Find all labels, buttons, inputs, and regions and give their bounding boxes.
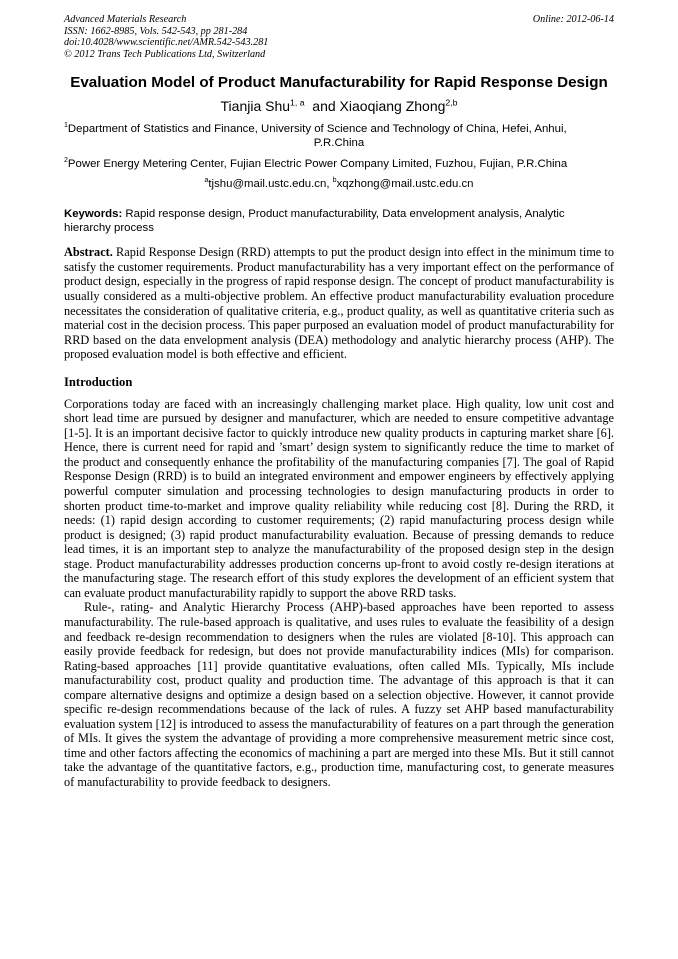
affiliation-2 bbox=[64, 157, 614, 171]
affiliation-1-text: Department of Statistics and Finance, University of Science and Technology of China, Hefei, Anhui, bbox=[67, 123, 567, 136]
journal-name: Advanced Materials Research bbox=[64, 14, 187, 25]
affiliation-2-mark: 2 bbox=[64, 157, 68, 165]
issn-line: ISSN: 1662-8985, Vols. 542-543, pp 281-284 bbox=[64, 25, 248, 37]
copyright-line: © 2012 Trans Tech Publications Ltd, Switzerland bbox=[64, 48, 266, 60]
author-conjunction: and bbox=[312, 98, 336, 115]
author-2-affil-mark: 2,b bbox=[445, 97, 458, 108]
author-1: Tianjia Shu bbox=[220, 98, 291, 115]
author-line bbox=[64, 97, 614, 115]
affiliation-1 bbox=[64, 122, 614, 150]
section-heading-introduction: Introduction bbox=[64, 374, 133, 389]
abstract bbox=[64, 245, 614, 361]
paper-title: Evaluation Model of Product Manufacturability for Rapid Response Design bbox=[70, 74, 608, 92]
author-2: Xiaoqiang Zhong bbox=[339, 98, 446, 115]
email-b[interactable]: xqzhong@mail.ustc.edu.cn bbox=[336, 178, 474, 191]
abstract-label: Abstract. bbox=[64, 245, 113, 260]
author-1-affil-mark: 1, a bbox=[290, 97, 305, 108]
online-date: Online: 2012-06-14 bbox=[532, 14, 614, 25]
intro-paragraph-2: Rule-, rating- and Analytic Hierarchy Process (AHP)-based approaches have been reported to assess manufacturability. The rule-based approach is qualitative, and uses rules to evaluate the feasibility of a design and feedback re-design recommendation to designers when the rules are violated [8-10]. This approach can easily provide feedback for redesign, but does not provide manufacturability indices (MIs) for comparison. Rating-based approaches [11] provide quantitative evaluations, often called MIs. Typically, MIs include manufacturability cost, product quality and production time. The advantage of this approach is that it can compare alternative designs and optimize a design based on a selection objective. However, it cannot provide specific re-design recommendations because of the lack of rules. A fuzzy set AHP based manufacturability evaluation system [12] is introduced to assess the manufacturability of features on a part through the generation of MIs. It gives the system the advantage of providing a more comprehensive measurement metric since cost, time and other factors affecting the economics of machining a part are merged into these MIs. But it still cannot take the advantage of the quantitative factors, e.g., production time, manufacturing cost, to generate measures of manufacturability to provide feedback to designers. bbox=[64, 600, 614, 789]
email-b-mark: b bbox=[332, 177, 337, 185]
intro-paragraph-1: Corporations today are faced with an increasingly challenging market place. High quality, low unit cost and short lead time are pursued by designer and manufacturer, which are needed to ensure competitive advantage [1-5]. It is an important decisive factor to quickly introduce new quality products in capturing market share [6]. Hence, there is current need for rapid and ’smart’ design system to significantly reduce the time to market of the product and consequently enhance the profitability of the manufacturing companies [7]. The goal of Rapid Response Design (RRD) is to build an integrated environment and empower engineers by effectively applying powerful computer simulation and processing technologies to design manufacturing products in order to shorten product time-to-market and improve quality reliability while reducing cost [8]. During the RRD, it needs: (1) rapid design according to customer requirements; (2) rapid manufacturing process design while product is designed; (3) rapid product manufacturability evaluation. Because of pressing demands to reduce lead times, it is an important step to analyze the manufacturability of the proposed design step in the design stage. Product manufacturability addresses production concerns up-front to avoid costly re-design iterations at the manufacturing stage. The research effort of this study explores the development of an efficient system that can evaluate product manufacturability rapidly to support the above RRD tasks. bbox=[64, 396, 614, 600]
abstract-text: Rapid Response Design (RRD) attempts to put the product design into effect in the minimum time to satisfy the customer requirements. Product manufacturability has a very important effect on the performance of product design, especially in the progress of rapid response design. The concept of product manufacturability is usually considered as a multi-objective problem. An effective product manufacturability evaluation procedure necessitates the consideration of qualitative criteria, e.g., product quality, as well as quantitative criteria such as material cost in the decision process. This paper purposed an evaluation model of product manufacturability for RRD based on the data envelopment analysis (DEA) methodology and analytic hierarchy process (AHP). The proposed evaluation model is both effective and efficient. bbox=[64, 245, 614, 362]
doi-line: doi:10.4028/www.scientific.net/AMR.542-543.281 bbox=[64, 37, 269, 49]
keywords-text: Rapid response design, Product manufacturability, Data envelopment analysis, Analytic hierarchy process bbox=[64, 208, 565, 235]
journal-header bbox=[64, 14, 614, 60]
affiliation-2-text: Power Energy Metering Center, Fujian Electric Power Company Limited, Fuzhou, Fujian, P.R.China bbox=[67, 158, 568, 171]
affiliation-1-country: P.R.China bbox=[313, 137, 365, 150]
author-emails bbox=[64, 178, 614, 190]
email-a-mark: a bbox=[204, 177, 209, 185]
keywords bbox=[64, 207, 614, 235]
email-a[interactable]: tjshu@mail.ustc.edu.cn, bbox=[208, 178, 330, 191]
keywords-label: Keywords: bbox=[64, 208, 123, 221]
affiliation-1-mark: 1 bbox=[64, 122, 68, 130]
